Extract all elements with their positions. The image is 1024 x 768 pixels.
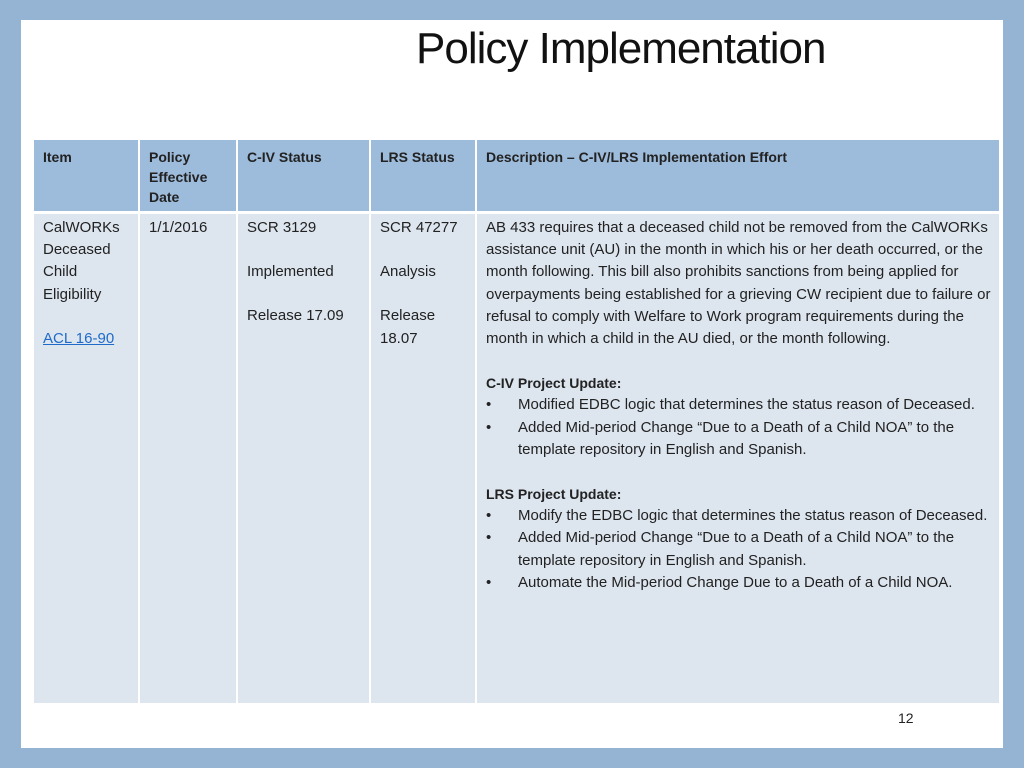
cell-item <box>34 214 140 703</box>
lrs-release: Release 18.07 <box>380 307 436 347</box>
cell-civ-status <box>238 214 371 703</box>
list-item: • Modify the EDBC logic that determines the status reason of Deceased. <box>486 505 993 527</box>
header-description: Description – C-IV/LRS Implementation Effort <box>477 140 999 214</box>
list-item: • Modified EDBC logic that determines the status reason of Deceased. <box>486 394 993 416</box>
cell-lrs-status <box>371 214 477 703</box>
list-item: • Added Mid-period Change “Due to a Death of a Child NOA” to the template repository in English and Spanish. <box>486 417 993 461</box>
civ-release: Release 17.09 <box>247 307 344 325</box>
list-item: • Automate the Mid-period Change Due to a Death of a Child NOA. <box>486 572 993 594</box>
civ-update-heading: C-IV Project Update: <box>486 375 622 392</box>
acl-link[interactable]: ACL 16-90 <box>43 329 115 347</box>
cell-description <box>477 214 999 703</box>
list-item: • Added Mid-period Change “Due to a Death of a Child NOA” to the template repository in English and Spanish. <box>486 527 993 571</box>
lrs-update-list <box>486 505 993 594</box>
header-item: Item <box>34 140 140 214</box>
lrs-update-heading: LRS Project Update: <box>486 486 622 503</box>
description-intro: AB 433 requires that a deceased child not be removed from the CalWORKs assistance unit (AU) in the month in which his or her death occurred, or the month following. This bill also prohibits sanctions from being applied for overpayments being established for a grieving CW recipient due to failure or refusal to comply with Welfare to Work program requirements during the month in which a child in the AU died, or the month following. <box>486 219 991 348</box>
page-number: 12 <box>898 710 914 726</box>
civ-update-list <box>486 394 993 461</box>
civ-scr: SCR 3129 <box>247 219 317 236</box>
table-row <box>34 214 999 703</box>
civ-state: Implemented <box>247 263 334 281</box>
header-civ-status: C-IV Status <box>238 140 371 214</box>
effective-date: 1/1/2016 <box>149 219 208 236</box>
item-name: CalWORKs Deceased Child Eligibility <box>43 219 120 303</box>
header-lrs-status: LRS Status <box>371 140 477 214</box>
cell-effective-date <box>140 214 238 703</box>
policy-table <box>34 140 999 703</box>
lrs-state: Analysis <box>380 263 436 281</box>
table-header-row <box>34 140 999 214</box>
slide <box>21 20 1003 748</box>
page-title: Policy Implementation <box>416 24 826 73</box>
header-effective-date: Policy Effective Date <box>140 140 238 214</box>
lrs-scr: SCR 47277 <box>380 219 458 236</box>
